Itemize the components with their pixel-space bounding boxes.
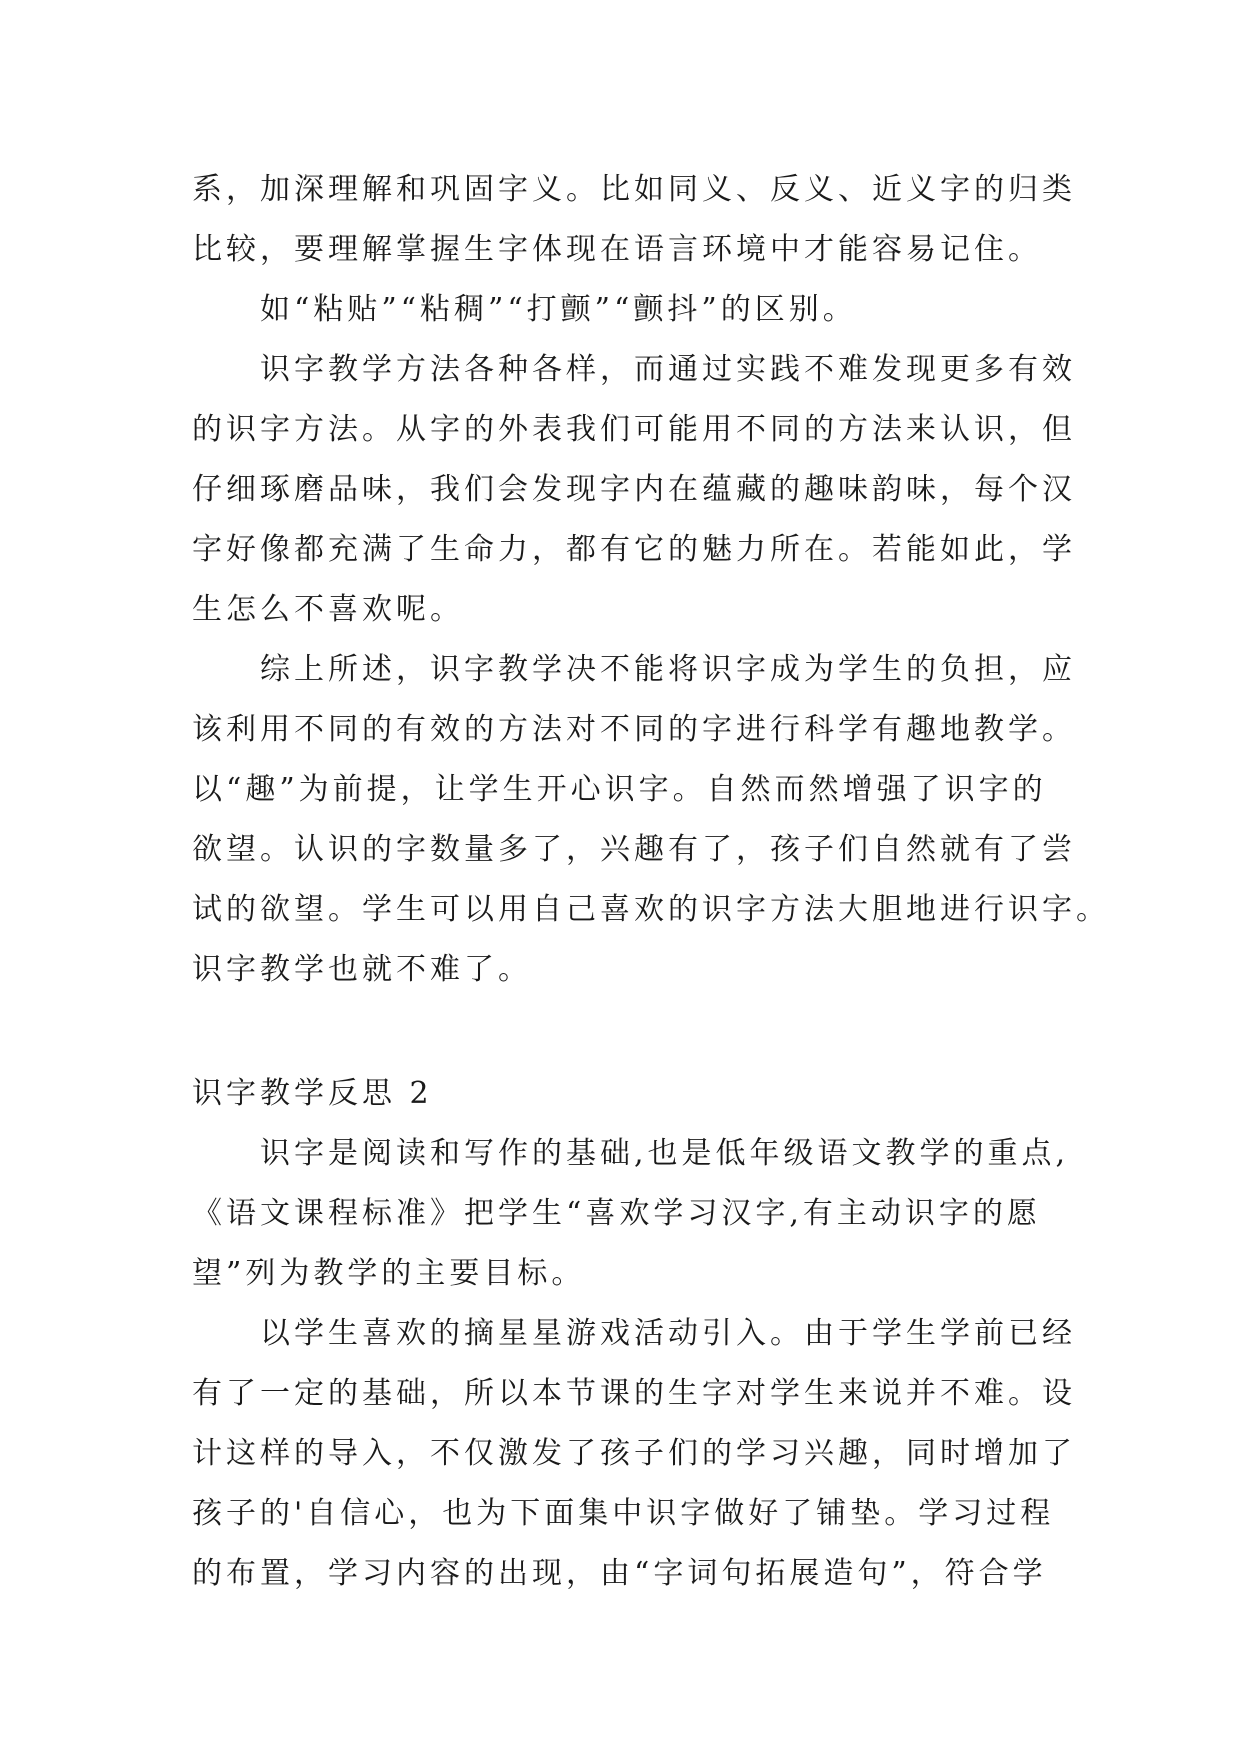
text-line: 系，加深理解和巩固字义。比如同义、反义、近义字的归类 xyxy=(192,172,1076,207)
text-line: 欲望。认识的字数量多了，兴趣有了，孩子们自然就有了尝 xyxy=(192,832,1076,867)
text-line: 计这样的导入，不仅激发了孩子们的学习兴趣，同时增加了 xyxy=(192,1436,1076,1471)
text-line: 的布置，学习内容的出现，由“字词句拓展造句”，符合学 xyxy=(192,1556,1047,1591)
text-line: 比较，要理解掌握生字体现在语言环境中才能容易记住。 xyxy=(192,232,1042,267)
paragraph-start: 识字教学方法各种各样，而通过实践不难发现更多有效 xyxy=(260,352,1076,387)
text-line: 孩子的'自信心，也为下面集中识字做好了铺垫。学习过程 xyxy=(192,1496,1055,1531)
paragraph-start: 如“粘贴”“粘稠”“打颤”“颤抖”的区别。 xyxy=(260,292,857,327)
paragraph-start: 识字是阅读和写作的基础,也是低年级语文教学的重点, xyxy=(260,1136,1070,1171)
text-line: 字好像都充满了生命力，都有它的魅力所在。若能如此，学 xyxy=(192,532,1076,567)
text-line: 该利用不同的有效的方法对不同的字进行科学有趣地教学。 xyxy=(192,712,1076,747)
paragraph-start: 综上所述，识字教学决不能将识字成为学生的负担，应 xyxy=(260,652,1076,687)
text-line: 以“趣”为前提，让学生开心识字。自然而然增强了识字的 xyxy=(192,772,1047,807)
text-line: 有了一定的基础，所以本节课的生字对学生来说并不难。设 xyxy=(192,1376,1076,1411)
section-heading: 识字教学反思 2 xyxy=(192,1076,433,1111)
text-line: 仔细琢磨品味，我们会发现字内在蕴藏的趣味韵味，每个汉 xyxy=(192,472,1076,507)
text-line: 试的欲望。学生可以用自己喜欢的识字方法大胆地进行识字。 xyxy=(192,892,1110,927)
text-line: 的识字方法。从字的外表我们可能用不同的方法来认识，但 xyxy=(192,412,1076,447)
document-body xyxy=(192,160,1110,1604)
text-line: 《语文课程标准》把学生“喜欢学习汉字,有主动识字的愿 xyxy=(192,1196,1041,1231)
text-line: 生怎么不喜欢呢。 xyxy=(192,592,464,627)
section-gap xyxy=(192,1000,1072,1064)
text-line: 望”列为教学的主要目标。 xyxy=(192,1256,586,1291)
text-line: 识字教学也就不难了。 xyxy=(192,952,532,987)
paragraph-start: 以学生喜欢的摘星星游戏活动引入。由于学生学前已经 xyxy=(260,1316,1076,1351)
